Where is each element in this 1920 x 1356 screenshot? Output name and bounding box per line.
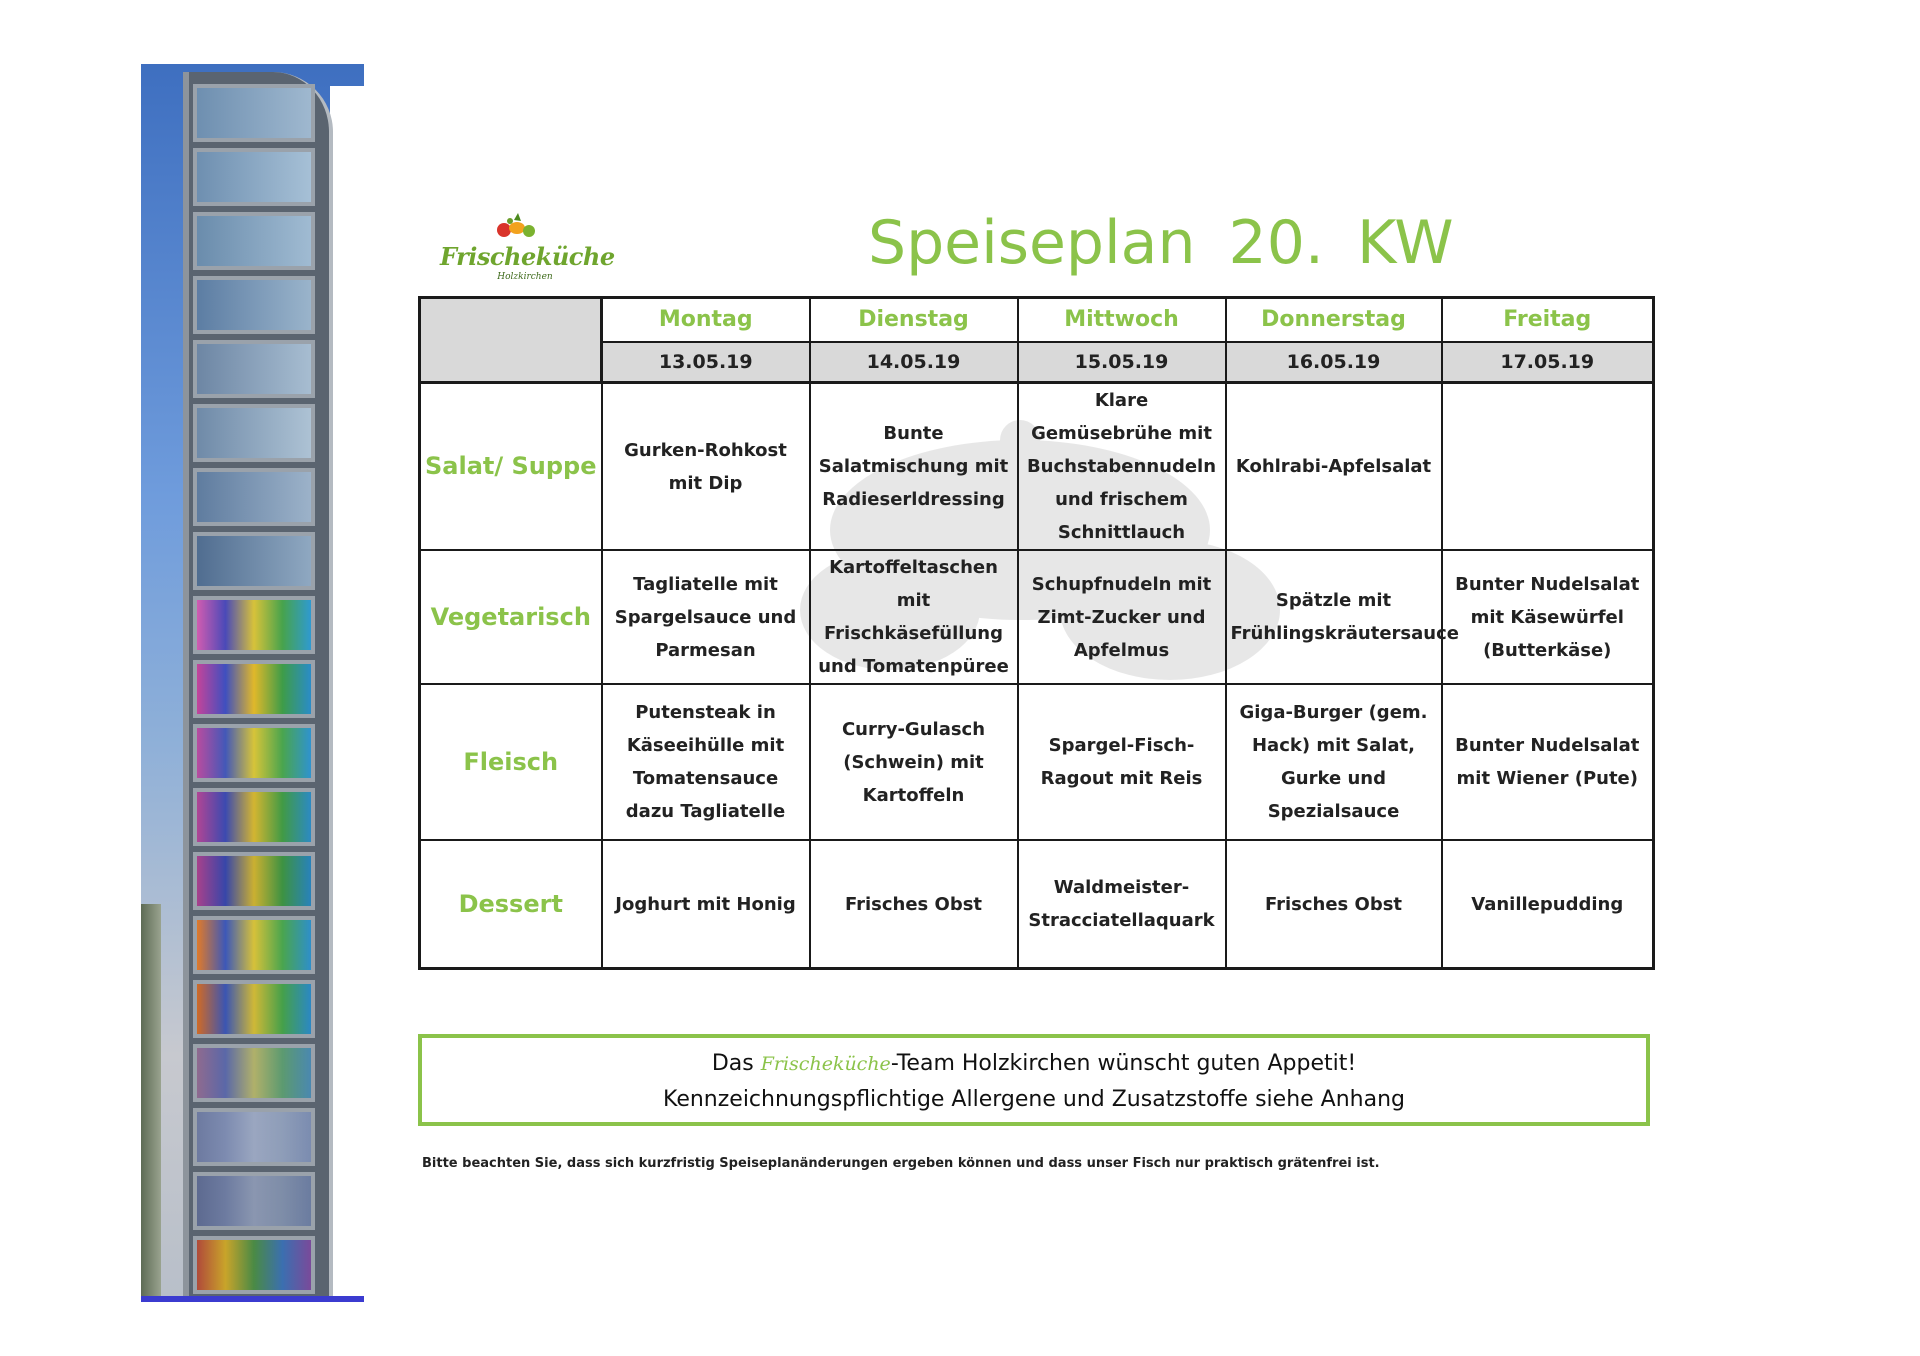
greeting-line [422, 1046, 1646, 1082]
day-header: Montag [602, 298, 810, 343]
category-label: Fleisch [420, 684, 602, 840]
menu-table [418, 296, 1655, 970]
category-label: Dessert [420, 840, 602, 969]
greeting-suffix: -Team Holzkirchen wünscht guten Appetit! [890, 1051, 1357, 1076]
menu-cell: Bunter Nudelsalat mit Käsewürfel (Butterkäse) [1442, 550, 1654, 684]
day-header: Donnerstag [1226, 298, 1442, 343]
menu-cell: Joghurt mit Honig [602, 840, 810, 969]
day-header: Freitag [1442, 298, 1654, 343]
day-header: Dienstag [810, 298, 1018, 343]
brand-inline: Frischeküche [760, 1053, 891, 1075]
menu-cell: Curry-Gulasch (Schwein) mit Kartoffeln [810, 684, 1018, 840]
fruit-basket-icon [492, 212, 540, 242]
menu-row-fleisch [420, 684, 1654, 840]
date-cell: 15.05.19 [1018, 342, 1226, 383]
menu-cell: Kartoffeltaschen mit Frischkäsefüllung und Tomatenpüree [810, 550, 1018, 684]
table-corner [420, 298, 602, 383]
menu-cell: Kohlrabi-Apfelsalat [1226, 383, 1442, 551]
menu-cell: Gurken-Rohkost mit Dip [602, 383, 810, 551]
menu-cell: Bunter Nudelsalat mit Wiener (Pute) [1442, 684, 1654, 840]
menu-row-dessert [420, 840, 1654, 969]
greeting-prefix: Das [711, 1051, 754, 1076]
date-cell: 16.05.19 [1226, 342, 1442, 383]
menu-cell: Giga-Burger (gem. Hack) mit Salat, Gurke und Spezialsauce [1226, 684, 1442, 840]
logo-subtitle: Holzkirchen [497, 272, 553, 282]
disclaimer-note: Bitte beachten Sie, dass sich kurzfristig Speiseplanänderungen ergeben können und dass unser Fisch nur praktisch grätenfrei ist. [422, 1156, 1380, 1171]
building-photo [141, 64, 364, 1302]
frischekueche-logo [440, 212, 615, 286]
menu-cell: Vanillepudding [1442, 840, 1654, 969]
allergen-line: Kennzeichnungspflichtige Allergene und Zusatzstoffe siehe Anhang [662, 1087, 1405, 1112]
day-header-row [420, 298, 1654, 343]
menu-cell: Spätzle mit Frühlingskräutersauce [1226, 550, 1442, 684]
menu-cell [1442, 383, 1654, 551]
greeting-box [418, 1034, 1650, 1126]
date-header-row [420, 342, 1654, 383]
date-cell: 17.05.19 [1442, 342, 1654, 383]
menu-cell: Frisches Obst [810, 840, 1018, 969]
menu-row-vegetarisch [420, 550, 1654, 684]
menu-cell: Klare Gemüsebrühe mit Buchstabennudeln und frischem Schnittlauch [1018, 383, 1226, 551]
menu-cell: Frisches Obst [1226, 840, 1442, 969]
menu-cell: Spargel-Fisch-Ragout mit Reis [1018, 684, 1226, 840]
logo-wordmark: Frischeküche [440, 242, 615, 271]
date-cell: 14.05.19 [810, 342, 1018, 383]
category-label: Vegetarisch [420, 550, 602, 684]
menu-cell: Putensteak in Käseeihülle mit Tomatensauce dazu Tagliatelle [602, 684, 810, 840]
page-title: Speiseplan 20. KW [868, 208, 1454, 278]
day-header: Mittwoch [1018, 298, 1226, 343]
menu-row-salat-suppe [420, 383, 1654, 551]
category-label: Salat/ Suppe [420, 383, 602, 551]
menu-cell: Schupfnudeln mit Zimt-Zucker und Apfelmus [1018, 550, 1226, 684]
menu-cell: Waldmeister-Stracciatellaquark [1018, 840, 1226, 969]
menu-cell: Bunte Salatmischung mit Radieserldressing [810, 383, 1018, 551]
date-cell: 13.05.19 [602, 342, 810, 383]
menu-cell: Tagliatelle mit Spargelsauce und Parmesan [602, 550, 810, 684]
